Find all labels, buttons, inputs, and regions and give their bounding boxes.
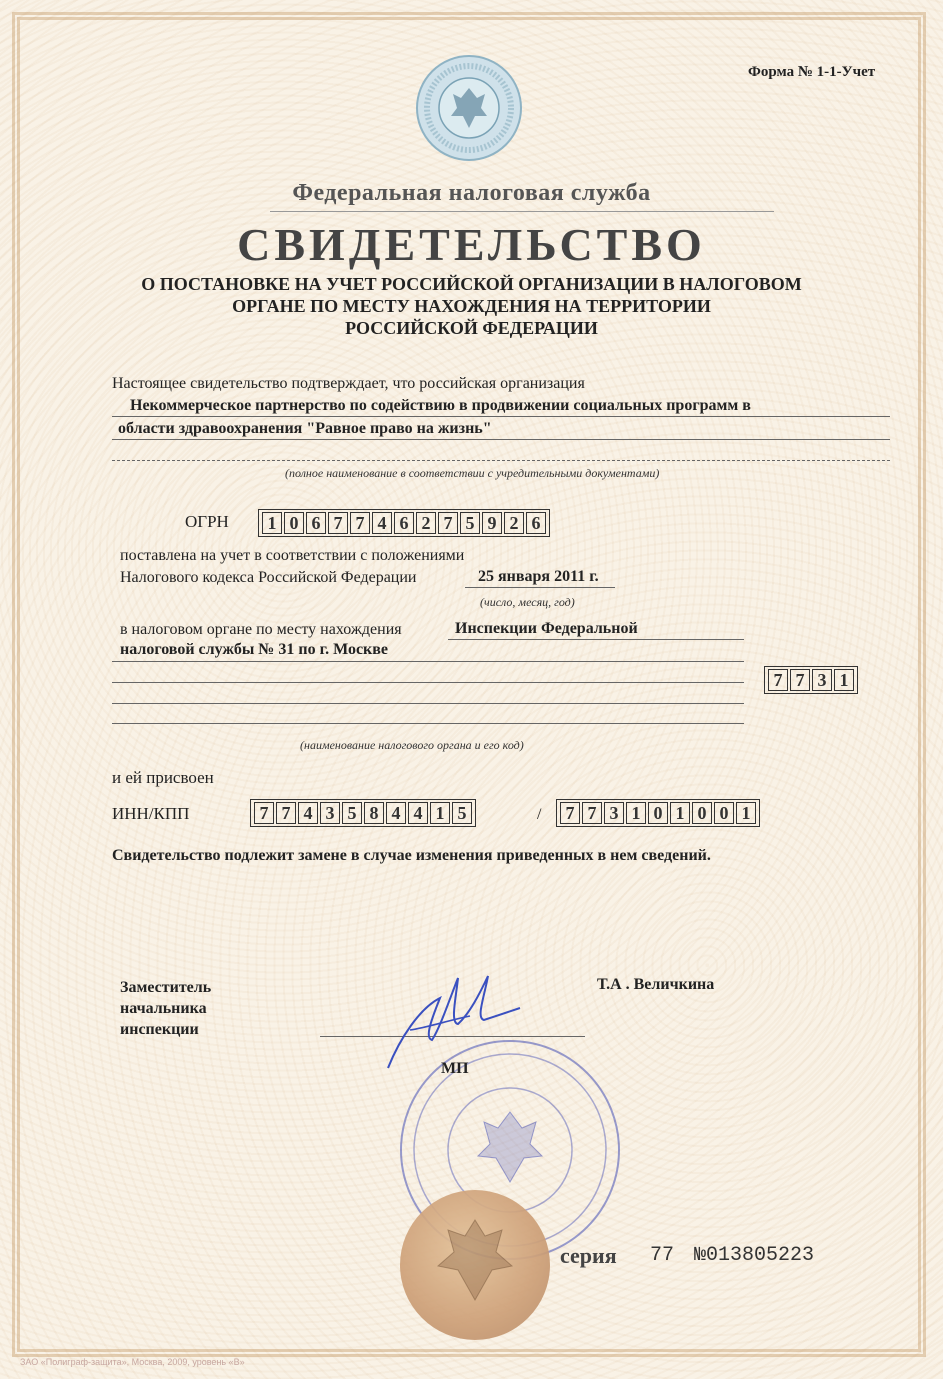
kpp-digit: 0 bbox=[648, 802, 668, 824]
tax-code-digit: 1 bbox=[834, 669, 854, 691]
date-caption: (число, месяц, год) bbox=[480, 595, 575, 609]
underline bbox=[112, 439, 890, 440]
series-number: 77 bbox=[650, 1244, 675, 1267]
ogrn-digit: 4 bbox=[372, 512, 392, 534]
inn-digit: 5 bbox=[452, 802, 472, 824]
kpp-digit: 0 bbox=[714, 802, 734, 824]
ogrn-boxes bbox=[258, 509, 550, 537]
underline bbox=[112, 723, 744, 724]
replacement-notice: Свидетельство подлежит замене в случае изменения приведенных в нем сведений. bbox=[112, 847, 711, 864]
ogrn-digit: 6 bbox=[394, 512, 414, 534]
ogrn-digit: 6 bbox=[306, 512, 326, 534]
kpp-digit: 1 bbox=[736, 802, 756, 824]
kpp-digit: 1 bbox=[670, 802, 690, 824]
document-title: СВИДЕТЕЛЬСТВО bbox=[237, 219, 706, 270]
handwritten-signature bbox=[380, 968, 530, 1078]
inn-digit: 5 bbox=[342, 802, 362, 824]
inn-boxes bbox=[250, 799, 476, 827]
inn-digit: 4 bbox=[408, 802, 428, 824]
ogrn-digit: 9 bbox=[482, 512, 502, 534]
series-label: серия bbox=[560, 1243, 617, 1268]
inn-digit: 8 bbox=[364, 802, 384, 824]
signer-position bbox=[120, 977, 211, 1040]
organization-name-line1: Некоммерческое партнерство по содействию в продвижении социальных программ в bbox=[130, 397, 751, 414]
inn-kpp-separator: / bbox=[537, 806, 542, 823]
tax-authority-code-boxes bbox=[764, 666, 858, 694]
inn-digit: 7 bbox=[276, 802, 296, 824]
inn-digit: 7 bbox=[254, 802, 274, 824]
organization-name-caption: (полное наименование в соответствии с учредительными документами) bbox=[285, 466, 660, 480]
document-subtitle bbox=[0, 273, 943, 339]
tax-authority-caption: (наименование налогового органа и его код) bbox=[300, 738, 524, 752]
kpp-digit: 7 bbox=[582, 802, 602, 824]
ogrn-digit: 2 bbox=[416, 512, 436, 534]
emblem-hologram-icon bbox=[415, 54, 523, 162]
ogrn-digit: 6 bbox=[526, 512, 546, 534]
underline bbox=[112, 460, 890, 462]
tax-authority-intro: в налоговом органе по месту нахождения bbox=[120, 621, 402, 638]
underline bbox=[465, 587, 615, 588]
kpp-digit: 3 bbox=[604, 802, 624, 824]
organization-name-line2: области здравоохранения "Равное право на жизнь" bbox=[118, 420, 492, 437]
underline bbox=[112, 416, 890, 417]
subtitle-line: ОРГАНЕ ПО МЕСТУ НАХОЖДЕНИЯ НА ТЕРРИТОРИИ bbox=[232, 296, 711, 316]
signer-name: Т.А . Величкина bbox=[597, 976, 715, 993]
inn-kpp-label: ИНН/КПП bbox=[112, 804, 190, 823]
underline bbox=[112, 703, 744, 704]
assigned-text: и ей присвоен bbox=[112, 768, 214, 787]
tax-code-digit: 7 bbox=[790, 669, 810, 691]
tax-authority-name-line1: Инспекции Федеральной bbox=[455, 620, 638, 637]
ogrn-digit: 7 bbox=[350, 512, 370, 534]
ogrn-digit: 7 bbox=[438, 512, 458, 534]
inn-digit: 4 bbox=[298, 802, 318, 824]
position-line: инспекции bbox=[120, 1021, 199, 1038]
registration-line1: поставлена на учет в соответствии с положениями bbox=[120, 547, 465, 564]
ogrn-digit: 2 bbox=[504, 512, 524, 534]
ogrn-digit: 0 bbox=[284, 512, 304, 534]
agency-name: Федеральная налоговая служба bbox=[292, 180, 651, 206]
registration-line2: Налогового кодекса Российской Федерации bbox=[120, 569, 417, 586]
tax-code-digit: 7 bbox=[768, 669, 788, 691]
registration-date: 25 января 2011 г. bbox=[478, 568, 599, 585]
form-number: Форма № 1-1-Учет bbox=[748, 64, 876, 80]
ogrn-label: ОГРН bbox=[185, 512, 229, 531]
underline bbox=[112, 661, 744, 662]
subtitle-line: О ПОСТАНОВКЕ НА УЧЕТ РОССИЙСКОЙ ОРГАНИЗАЦИИ В НАЛОГОВОМ bbox=[141, 274, 802, 294]
underline bbox=[112, 682, 744, 683]
tax-code-digit: 3 bbox=[812, 669, 832, 691]
inn-digit: 4 bbox=[386, 802, 406, 824]
position-line: Заместитель bbox=[120, 979, 212, 996]
gold-seal bbox=[400, 1190, 550, 1340]
stamp-place-label: МП bbox=[441, 1060, 469, 1077]
kpp-digit: 7 bbox=[560, 802, 580, 824]
kpp-digit: 1 bbox=[626, 802, 646, 824]
kpp-boxes bbox=[556, 799, 760, 827]
agency-underline bbox=[270, 211, 774, 212]
kpp-digit: 0 bbox=[692, 802, 712, 824]
inn-digit: 1 bbox=[430, 802, 450, 824]
printer-note: ЗАО «Полиграф-защита», Москва, 2009, уровень «В» bbox=[20, 1357, 245, 1367]
position-line: начальника bbox=[120, 1000, 207, 1017]
underline bbox=[448, 639, 744, 640]
ogrn-digit: 7 bbox=[328, 512, 348, 534]
double-headed-eagle-icon bbox=[400, 1190, 550, 1340]
ogrn-digit: 1 bbox=[262, 512, 282, 534]
tax-authority-name-line2: налоговой службы № 31 по г. Москве bbox=[120, 641, 389, 658]
certificate-number: №013805223 bbox=[694, 1244, 815, 1267]
inn-digit: 3 bbox=[320, 802, 340, 824]
ogrn-digit: 5 bbox=[460, 512, 480, 534]
subtitle-line: РОССИЙСКОЙ ФЕДЕРАЦИИ bbox=[345, 318, 598, 338]
intro-text: Настоящее свидетельство подтверждает, что российская организация bbox=[112, 375, 585, 392]
